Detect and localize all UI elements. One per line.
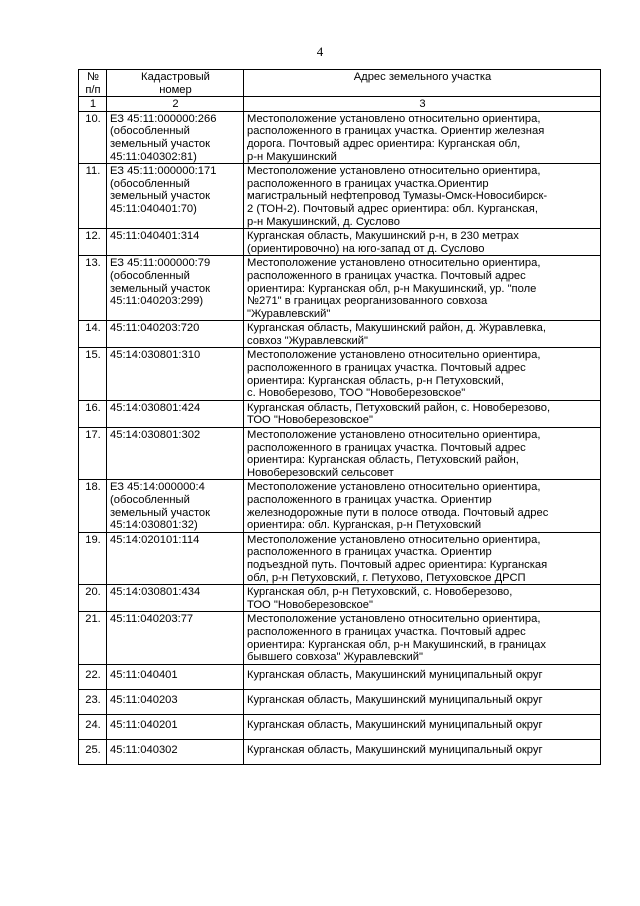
cadastral-number: ЕЗ 45:14:000000:4 (обособленный земельный участок 45:14:030801:32): [107, 480, 244, 532]
table-row: [79, 164, 601, 229]
plot-address: Местоположение установлено относительно ориентира, расположенного в границах участка.Ориентир магистральный нефтепровод Тумазы-Омск-Новосибирск- 2 (ТОН-2). Почтовый адрес ориентира: обл. Курганская, р-н Макушинский, д. Суслово: [244, 164, 601, 229]
table-row: [79, 256, 601, 321]
plot-address: Курганская область, Макушинский муниципальный округ: [244, 689, 601, 714]
row-number: 17.: [79, 428, 107, 480]
row-number: 24.: [79, 714, 107, 739]
row-number: 19.: [79, 532, 107, 584]
table-row: [79, 480, 601, 532]
row-number: 11.: [79, 164, 107, 229]
plot-address: Курганская область, Петуховский район, с. Новоберезово, ТОО "Новоберезовское": [244, 400, 601, 427]
column-index-row: [79, 97, 601, 112]
table-row: [79, 111, 601, 163]
land-plots-table: [78, 69, 601, 765]
row-number: 10.: [79, 111, 107, 163]
row-number: 12.: [79, 229, 107, 256]
plot-address: Местоположение установлено относительно ориентира, расположенного в границах участка. Почтовый адрес ориентира: Курганская область, Петуховский район, Новоберезовский сельсовет: [244, 428, 601, 480]
table-body: [79, 111, 601, 764]
plot-address: Курганская область, Макушинский муниципальный округ: [244, 714, 601, 739]
cadastral-number: 45:11:040203:720: [107, 321, 244, 348]
row-number: 16.: [79, 400, 107, 427]
cadastral-number: 45:14:020101:114: [107, 532, 244, 584]
row-number: 25.: [79, 739, 107, 764]
cadastral-number: 45:11:040203: [107, 689, 244, 714]
table-row: [79, 532, 601, 584]
column-index: 3: [244, 97, 601, 112]
table-row: [79, 321, 601, 348]
table-row: [79, 428, 601, 480]
table-row: [79, 612, 601, 664]
row-number: 21.: [79, 612, 107, 664]
row-number: 13.: [79, 256, 107, 321]
cadastral-number: 45:11:040302: [107, 739, 244, 764]
header-address: Адрес земельного участка: [244, 70, 601, 97]
row-number: 18.: [79, 480, 107, 532]
row-number: 15.: [79, 348, 107, 400]
plot-address: Местоположение установлено относительно ориентира, расположенного в границах участка. Ориентир железная дорога. Почтовый адрес ориентира: Курганская обл, р-н Макушинский: [244, 111, 601, 163]
plot-address: Курганская область, Макушинский муниципальный округ: [244, 739, 601, 764]
plot-address: Курганская область, Макушинский район, д. Журавлевка, совхоз "Журавлевский": [244, 321, 601, 348]
header-cadastral-number: Кадастровый номер: [107, 70, 244, 97]
plot-address: Местоположение установлено относительно ориентира, расположенного в границах участка. Ориентир железнодорожные пути в полосе отвода. Почтовый адрес ориентира: обл. Курганская, р-н Петуховский: [244, 480, 601, 532]
row-number: 23.: [79, 689, 107, 714]
cadastral-number: 45:11:040401: [107, 664, 244, 689]
table-row: [79, 400, 601, 427]
table-row: [79, 229, 601, 256]
plot-address: Местоположение установлено относительно ориентира, расположенного в границах участка. Ориентир подъездной путь. Почтовый адрес ориентира: Курганская обл, р-н Петуховский, г. Петухово, Петуховское ДРСП: [244, 532, 601, 584]
table-header: [79, 70, 601, 112]
page-number: 4: [316, 44, 324, 59]
cadastral-number: 45:11:040201: [107, 714, 244, 739]
table-row: [79, 585, 601, 612]
cadastral-number: 45:14:030801:310: [107, 348, 244, 400]
table-row: [79, 739, 601, 764]
table-row: [79, 664, 601, 689]
plot-address: Курганская область, Макушинский муниципальный округ: [244, 664, 601, 689]
header-row: [79, 70, 601, 97]
plot-address: Местоположение установлено относительно ориентира, расположенного в границах участка. Почтовый адрес ориентира: Курганская область, р-н Петуховский, с. Новоберезово, ТОО "Новоберезовское": [244, 348, 601, 400]
row-number: 22.: [79, 664, 107, 689]
plot-address: Местоположение установлено относительно ориентира, расположенного в границах участка. Почтовый адрес ориентира: Курганская обл, р-н Макушинский, в границах бывшего совхоза" Журавлевский": [244, 612, 601, 664]
cadastral-number: ЕЗ 45:11:000000:79 (обособленный земельный участок 45:11:040203:299): [107, 256, 244, 321]
cadastral-number: 45:11:040401:314: [107, 229, 244, 256]
cadastral-number: 45:14:030801:424: [107, 400, 244, 427]
column-index: 2: [107, 97, 244, 112]
plot-address: Курганская обл, р-н Петуховский, с. Новоберезово, ТОО "Новоберезовское": [244, 585, 601, 612]
cadastral-number: 45:11:040203:77: [107, 612, 244, 664]
cadastral-number: 45:14:030801:434: [107, 585, 244, 612]
cadastral-number: 45:14:030801:302: [107, 428, 244, 480]
column-index: 1: [79, 97, 107, 112]
table-row: [79, 689, 601, 714]
plot-address: Курганская область, Макушинский р-н, в 230 метрах (ориентировочно) на юго-запад от д. Суслово: [244, 229, 601, 256]
row-number: 14.: [79, 321, 107, 348]
plot-address: Местоположение установлено относительно ориентира, расположенного в границах участка. Почтовый адрес ориентира: Курганская обл, р-н Макушинский, ур. "поле №271" в границах реорганизованного совхоза "Журавлевский": [244, 256, 601, 321]
table-row: [79, 348, 601, 400]
cadastral-number: ЕЗ 45:11:000000:266 (обособленный земельный участок 45:11:040302:81): [107, 111, 244, 163]
row-number: 20.: [79, 585, 107, 612]
cadastral-number: ЕЗ 45:11:000000:171 (обособленный земельный участок 45:11:040401:70): [107, 164, 244, 229]
header-number: № п/п: [79, 70, 107, 97]
table-row: [79, 714, 601, 739]
